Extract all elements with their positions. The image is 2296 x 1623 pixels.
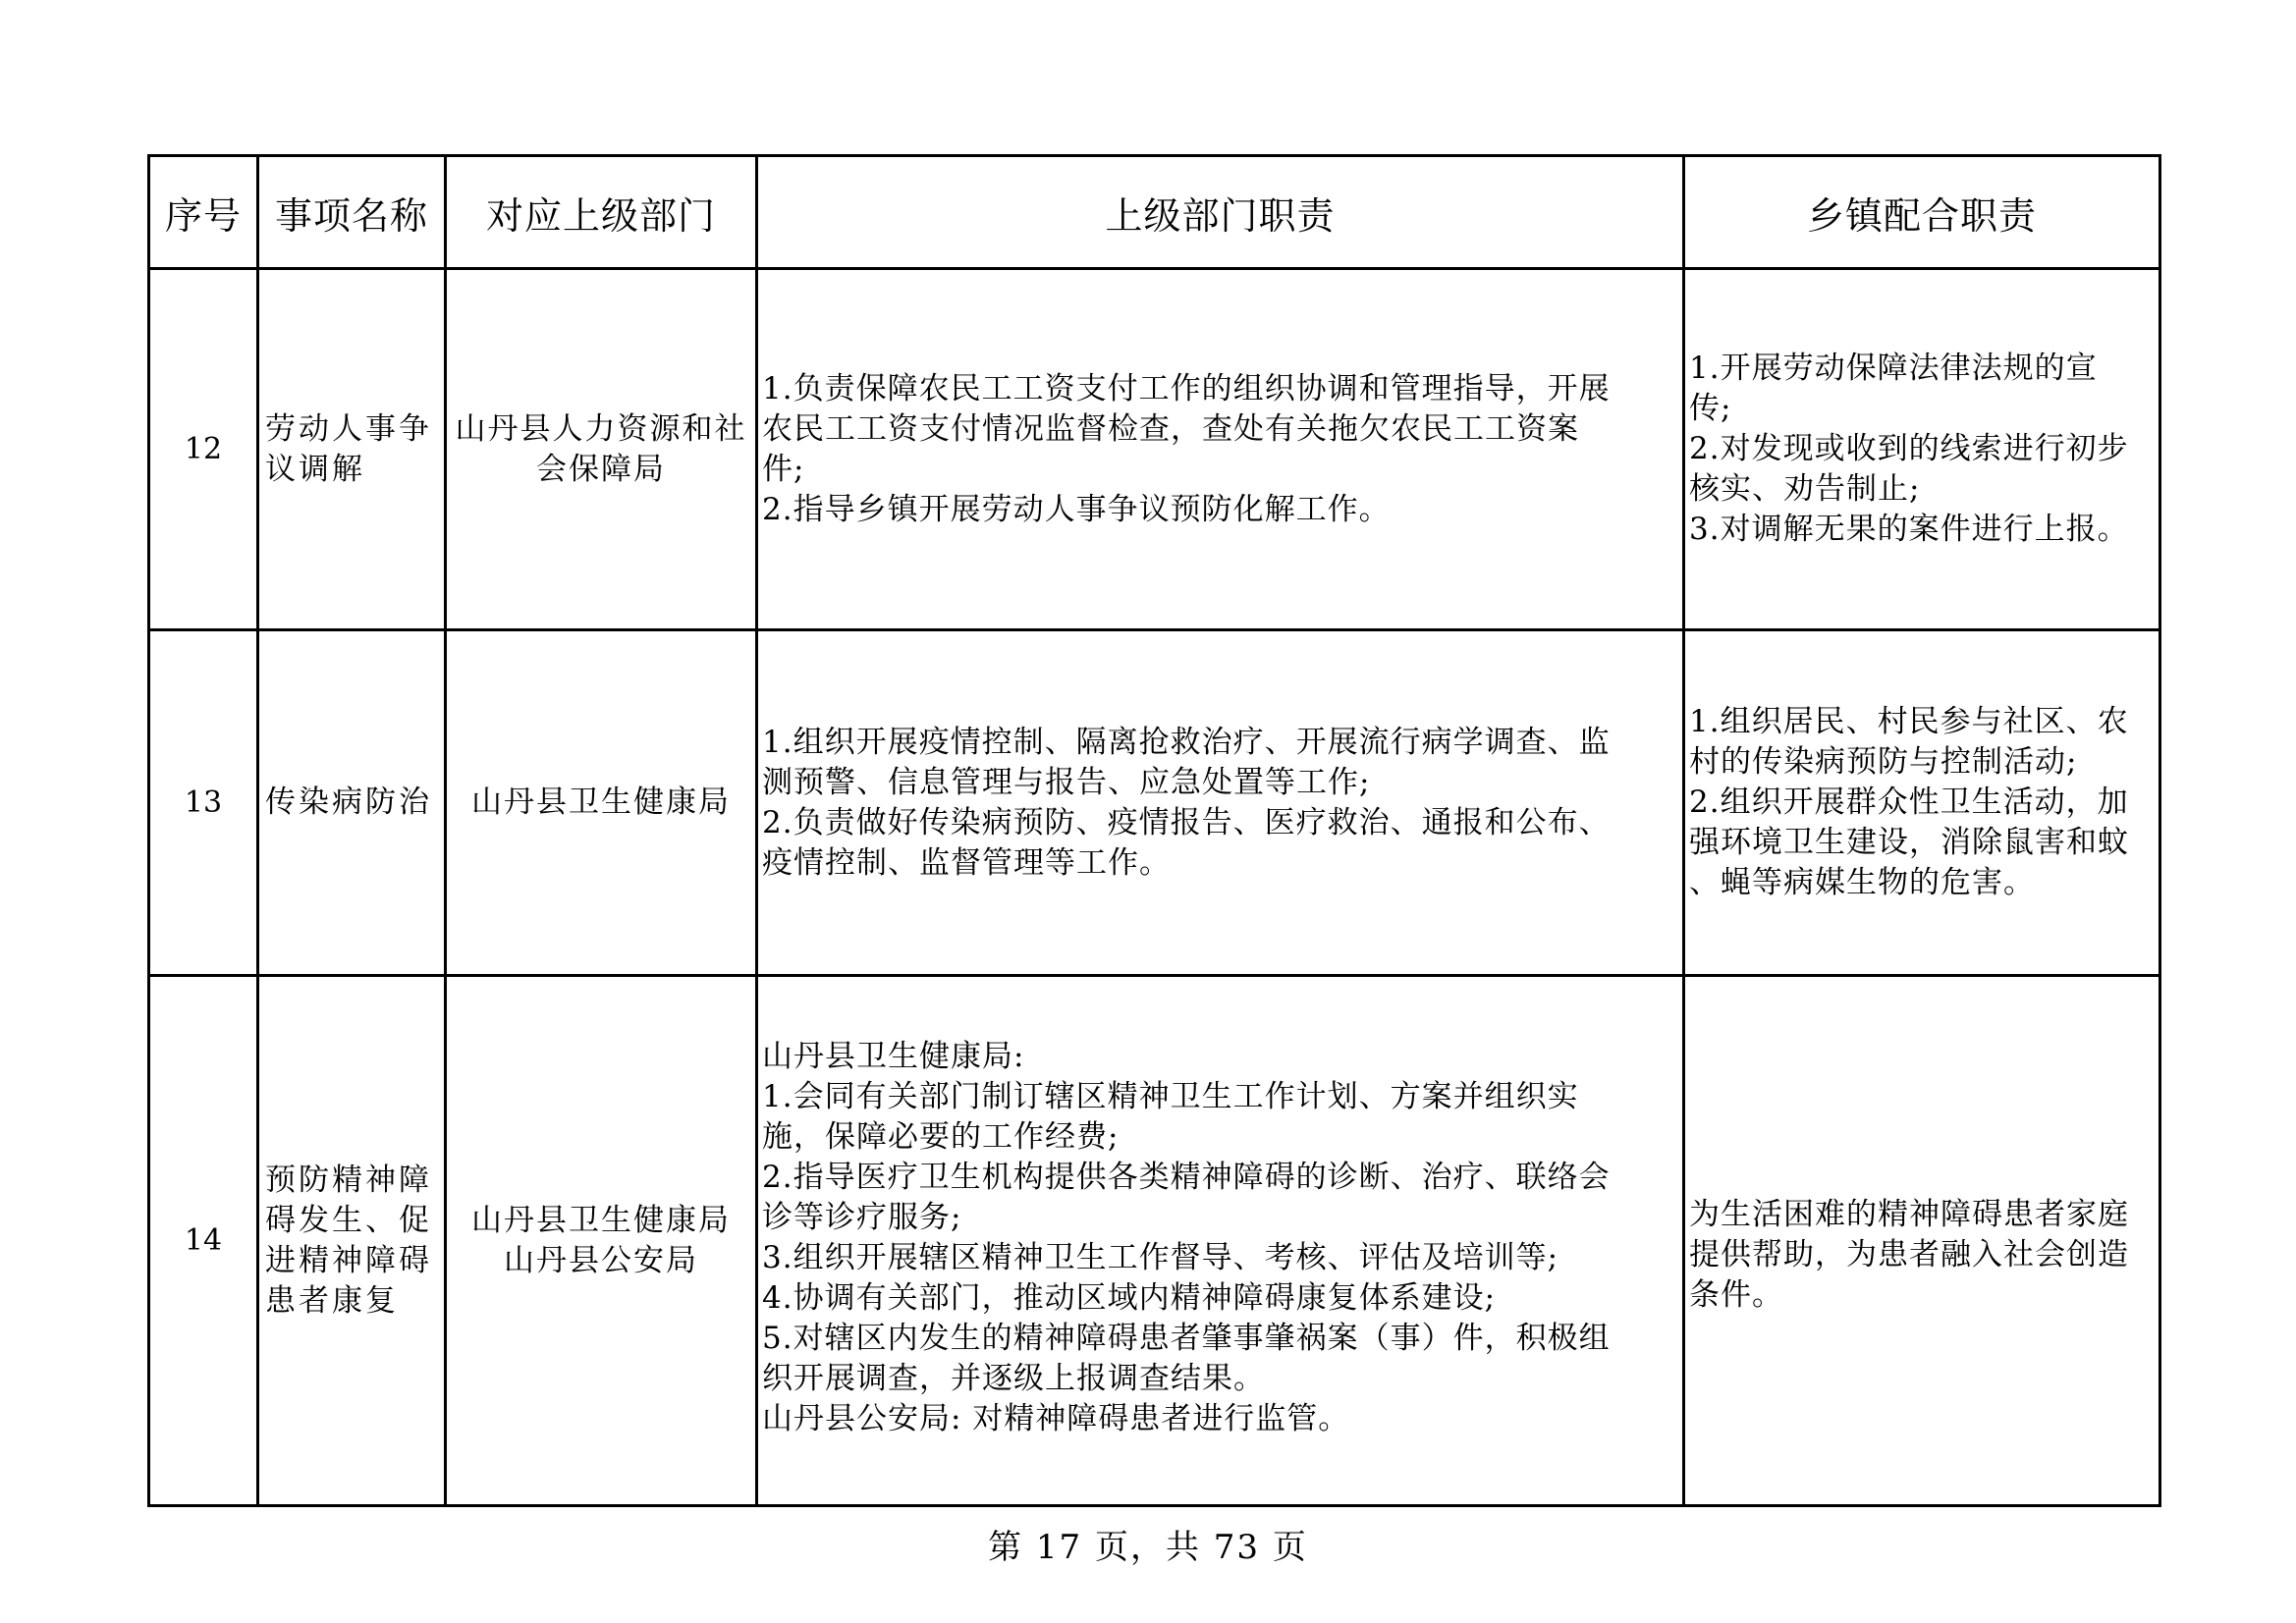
table-row <box>149 630 2160 976</box>
text-line: 山丹县公安局: 对精神障碍患者进行监管。 <box>762 1401 1350 1436</box>
text-line: 核实、劝告制止; <box>1689 471 1921 507</box>
text-line: 山丹县卫生健康局: <box>762 1039 1025 1074</box>
text-line: 疫情控制、监督管理等工作。 <box>762 844 1171 881</box>
page-footer: 第 17 页，共 73 页 <box>988 1528 1308 1567</box>
text-line: 农民工工资支付情况监督检查，查处有关拖欠农民工工资案 <box>762 410 1579 447</box>
text-line: 1.组织开展疫情控制、隔离抢救治疗、开展流行病学调查、监 <box>762 724 1611 760</box>
header-item-name: 事项名称 <box>258 156 446 269</box>
text-line: 施，保障必要的工作经费; <box>762 1119 1120 1155</box>
text-line: 为生活困难的精神障碍患者家庭 <box>1689 1197 2129 1232</box>
row-number: 14 <box>149 976 258 1506</box>
text-line: 议调解 <box>265 451 365 487</box>
upper-duties <box>757 976 1684 1506</box>
text-line: 1.开展劳动保障法律法规的宣 <box>1689 351 2098 386</box>
text-line: 村的传染病预防与控制活动; <box>1689 744 2078 780</box>
duty-table <box>147 154 2161 1507</box>
text-line: 2.指导乡镇开展劳动人事争议预防化解工作。 <box>762 491 1391 527</box>
text-line: 织开展调查，并逐级上报调查结果。 <box>762 1361 1265 1396</box>
town-duties <box>1684 630 2160 976</box>
text-line: 进精神障碍 <box>265 1242 432 1278</box>
text-line: 1.会同有关部门制订辖区精神卫生工作计划、方案并组织实 <box>762 1079 1579 1114</box>
text-line: 传染病防治 <box>265 784 432 820</box>
upper-department <box>446 976 757 1506</box>
text-line: 会保障局 <box>536 451 666 487</box>
header-row <box>149 156 2160 269</box>
text-line: 2.对发现或收到的线索进行初步 <box>1689 431 2129 466</box>
upper-department <box>446 269 757 630</box>
text-line: 件; <box>762 451 805 487</box>
text-line: 测预警、信息管理与报告、应急处置等工作; <box>762 764 1371 800</box>
text-line: 碍发生、促 <box>265 1202 432 1238</box>
text-line: 强环境卫生建设，消除鼠害和蚊 <box>1689 825 2129 860</box>
text-line: 山丹县人力资源和社 <box>455 410 747 447</box>
row-number: 12 <box>149 269 258 630</box>
text-line: 4.协调有关部门，推动区域内精神障碍康复体系建设; <box>762 1280 1497 1316</box>
text-line: 3.组织开展辖区精神卫生工作督导、考核、评估及培训等; <box>762 1240 1559 1275</box>
text-line: 2.组织开展群众性卫生活动，加 <box>1689 784 2129 820</box>
header-town-duties: 乡镇配合职责 <box>1684 156 2160 269</box>
header-no: 序号 <box>149 156 258 269</box>
text-line: 5.对辖区内发生的精神障碍患者肇事肇祸案（事）件，积极组 <box>762 1321 1611 1356</box>
item-name <box>258 630 446 976</box>
text-line: 2.负责做好传染病预防、疫情报告、医疗救治、通报和公布、 <box>762 804 1611 840</box>
text-line: 诊等诊疗服务; <box>762 1200 962 1235</box>
table-row <box>149 976 2160 1506</box>
text-line: 山丹县卫生健康局 <box>471 784 731 820</box>
item-name <box>258 269 446 630</box>
upper-department <box>446 630 757 976</box>
text-line: 提供帮助，为患者融入社会创造 <box>1689 1237 2129 1272</box>
upper-duties <box>757 630 1684 976</box>
town-duties <box>1684 976 2160 1506</box>
text-line: 山丹县卫生健康局 <box>471 1202 731 1238</box>
text-line: 2.指导医疗卫生机构提供各类精神障碍的诊断、治疗、联络会 <box>762 1160 1611 1195</box>
text-line: 、蝇等病媒生物的危害。 <box>1689 865 2035 900</box>
text-line: 1.组织居民、村民参与社区、农 <box>1689 704 2129 739</box>
text-line: 条件。 <box>1689 1277 1783 1313</box>
table-row <box>149 269 2160 630</box>
text-line: 患者康复 <box>265 1282 399 1319</box>
header-upper-department: 对应上级部门 <box>446 156 757 269</box>
header-upper-duties: 上级部门职责 <box>757 156 1684 269</box>
item-name <box>258 976 446 1506</box>
text-line: 1.负责保障农民工工资支付工作的组织协调和管理指导，开展 <box>762 370 1611 406</box>
town-duties <box>1684 269 2160 630</box>
text-line: 3.对调解无果的案件进行上报。 <box>1689 512 2129 547</box>
upper-duties <box>757 269 1684 630</box>
text-line: 山丹县公安局 <box>504 1242 698 1278</box>
text-line: 传; <box>1689 391 1732 426</box>
text-line: 预防精神障 <box>265 1162 432 1198</box>
row-number: 13 <box>149 630 258 976</box>
text-line: 劳动人事争 <box>265 410 432 447</box>
